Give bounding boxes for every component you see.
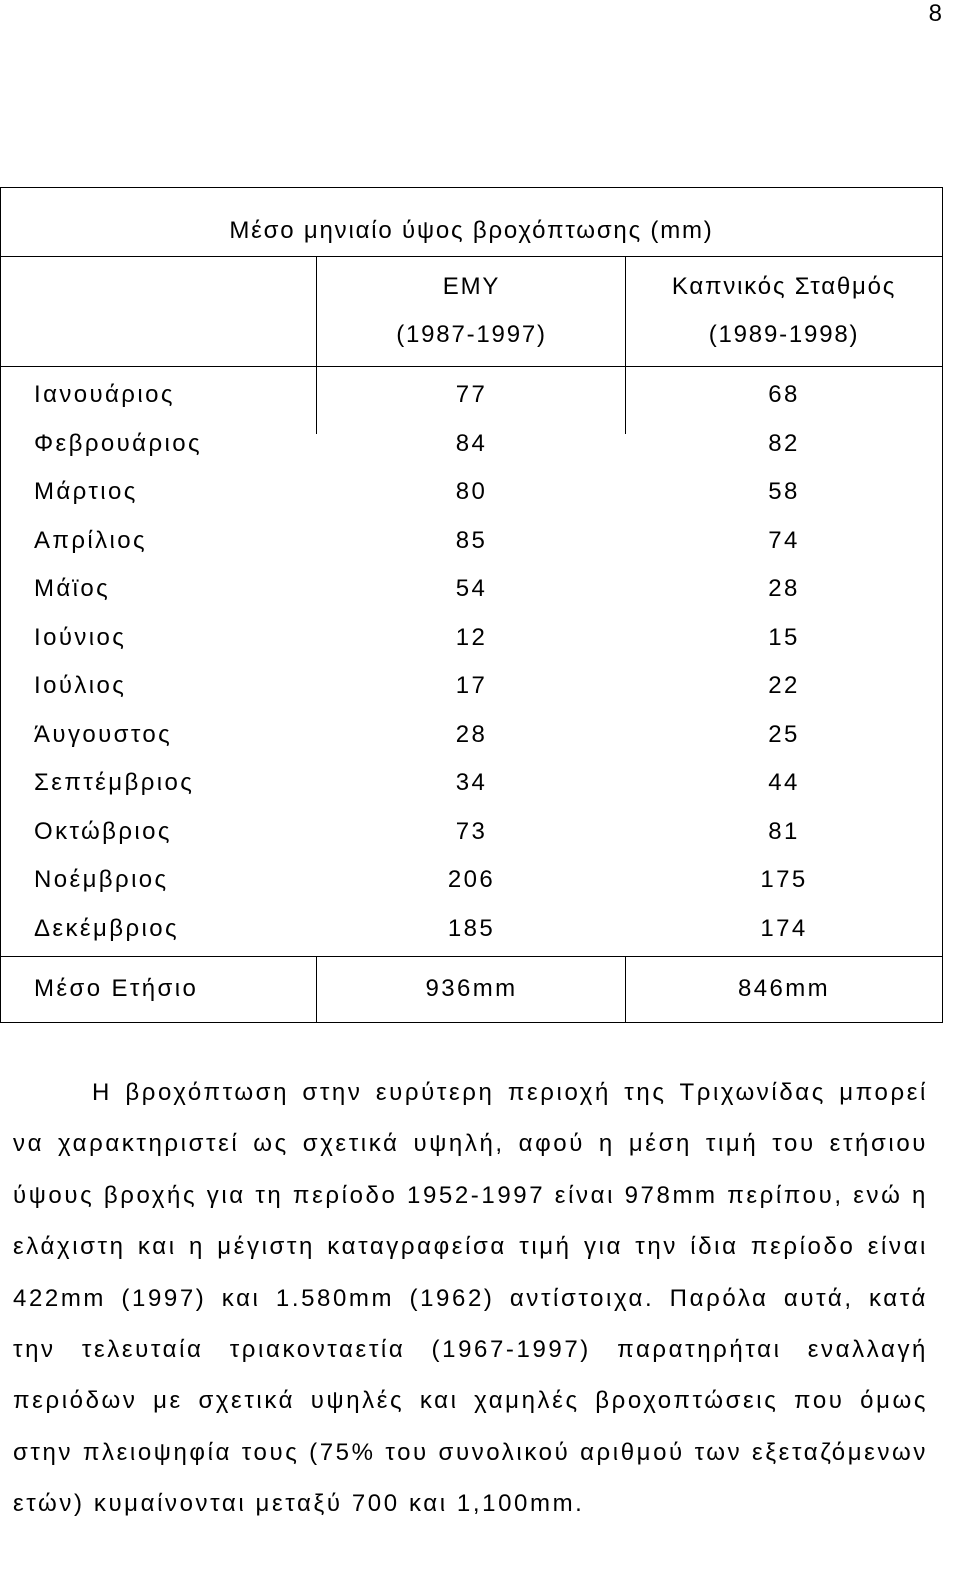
emy-value: 54 (455, 575, 488, 602)
table-row (1, 422, 942, 471)
month-rows (1, 373, 942, 955)
col2-period: (1989-1998) (708, 321, 860, 348)
emy-value: 73 (455, 817, 488, 845)
kapnikos-value: 174 (760, 914, 808, 942)
month-label: Οκτώβριος (34, 817, 172, 845)
kapnikos-value: 22 (768, 672, 800, 699)
rainfall-table (0, 187, 943, 1023)
table-row (1, 567, 942, 616)
month-label: Μάϊος (34, 575, 111, 602)
annual-average-emy: 936mm (425, 975, 518, 1002)
month-label: Ιούνιος (34, 623, 127, 651)
month-label: Δεκέμβριος (34, 914, 179, 942)
table-row (1, 810, 942, 859)
month-label: Μάρτιος (34, 478, 138, 505)
kapnikos-value: 25 (768, 720, 800, 748)
page-number: 8 (928, 0, 942, 27)
emy-value: 12 (455, 623, 488, 651)
table-row (1, 373, 942, 422)
month-label: Ιούλιος (34, 672, 127, 699)
emy-value: 80 (455, 478, 488, 505)
emy-value: 85 (455, 526, 488, 554)
emy-value: 34 (455, 769, 488, 796)
emy-value: 28 (455, 720, 488, 748)
month-label: Άυγουστος (34, 720, 173, 748)
kapnikos-value: 44 (768, 769, 800, 796)
table-row (1, 664, 942, 713)
month-label: Απρίλιος (34, 526, 147, 554)
annual-average-kapnikos: 846mm (737, 975, 831, 1002)
table-divider (1, 366, 942, 367)
col1-header (317, 263, 626, 359)
table-divider (1, 956, 942, 957)
kapnikos-value: 58 (768, 478, 800, 505)
emy-value: 77 (455, 381, 488, 408)
emy-value: 17 (455, 672, 488, 699)
col2-name: Καπνικός Σταθμός (671, 273, 897, 300)
table-row (1, 858, 942, 907)
table-row (1, 907, 942, 956)
table-row (1, 519, 942, 568)
table-row (1, 713, 942, 762)
col1-name: ΕΜΥ (442, 273, 501, 300)
annual-average-label: Μέσο Ετήσιο (34, 975, 199, 1002)
emy-value: 206 (447, 866, 496, 893)
kapnikos-value: 68 (768, 381, 800, 408)
emy-value: 185 (447, 914, 496, 942)
kapnikos-value: 81 (768, 817, 800, 845)
table-divider (1, 256, 942, 257)
kapnikos-value: 74 (768, 526, 800, 554)
table-title: Μέσο μηνιαίο ύψος βροχόπτωσης (mm) (229, 217, 714, 244)
month-label: Νοέμβριος (34, 866, 169, 893)
kapnikos-value: 28 (768, 575, 800, 602)
body-paragraph: Η βροχόπτωση στην ευρύτερη περιοχή της Τριχωνίδας μπορεί να χαρακτηριστεί ως σχετικά υψηλή, αφού η μέση τιμή του ετήσιου ύψους βροχής για τη περίοδο 1952-1997 είναι 978mm περίπου, ενώ η ελάχιστη και η μέγιστη καταγραφείσα τιμή για την ίδια περίοδο είναι 422mm (1997) και 1.580mm (1962) αντίστοιχα. Παρόλα αυτά, κατά την τελευταία τριακονταετία (1967-1997) παρατηρήται εναλλαγή περιόδων με σχετικά υψηλές και χαμηλές βροχοπτώσεις που όμως στην πλειοψηφία τους (75% του συνολικού αριθμού των εξεταζόμενων ετών) κυμαίνονται μεταξύ 700 και 1,100mm. (13, 1079, 928, 1518)
kapnikos-value: 175 (760, 866, 808, 893)
table-row (1, 616, 942, 665)
kapnikos-value: 82 (768, 429, 800, 457)
month-label: Σεπτέμβριος (34, 769, 195, 796)
kapnikos-value: 15 (768, 623, 800, 651)
table-row (1, 761, 942, 810)
emy-value: 84 (455, 429, 488, 457)
month-label: Φεβρουάριος (34, 429, 202, 457)
table-row (1, 470, 942, 519)
col1-period: (1987-1997) (396, 321, 547, 348)
col2-header (626, 263, 942, 359)
month-label: Ιανουάριος (34, 381, 175, 408)
